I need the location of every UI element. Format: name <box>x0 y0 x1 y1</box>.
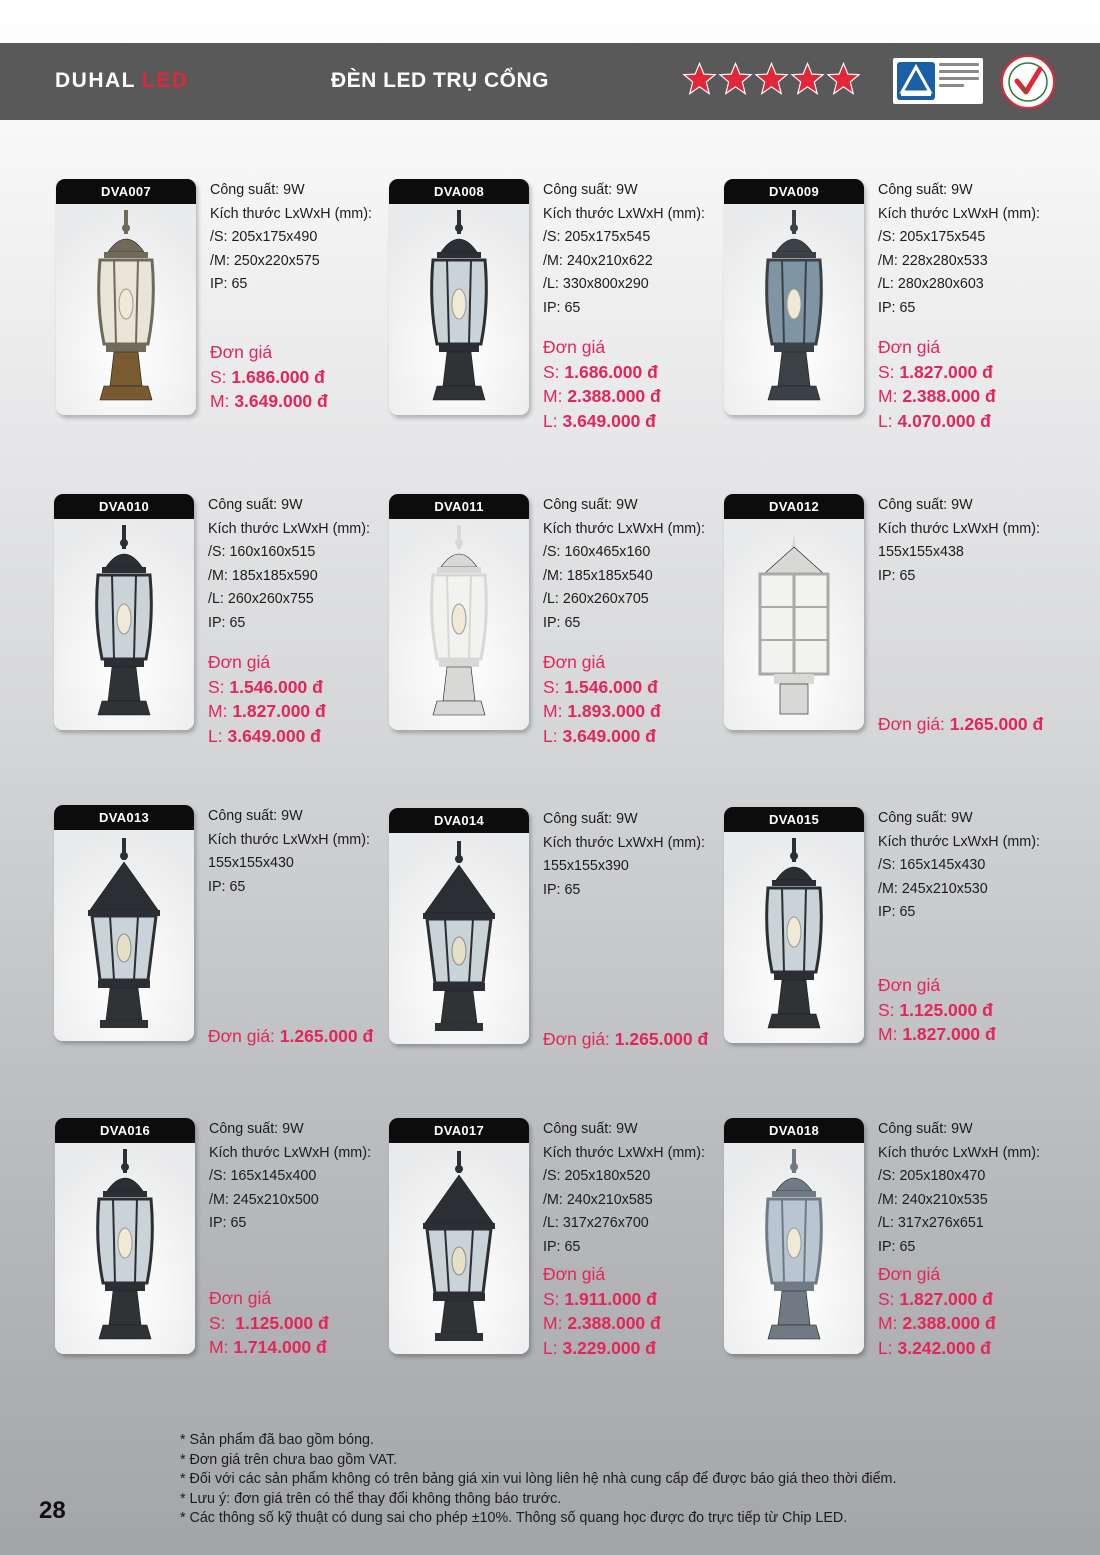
product-specs <box>543 808 743 902</box>
tuv-logo-icon <box>897 62 935 100</box>
product-card <box>54 494 394 746</box>
price-block <box>208 1024 373 1049</box>
size-value: /L: 260x260x705 <box>543 591 649 608</box>
price-size-prefix: M: <box>543 386 568 406</box>
price-value: 1.827.000 đ <box>899 1288 993 1309</box>
price-value: 3.649.000 đ <box>562 410 656 431</box>
product-specs <box>543 179 743 321</box>
price-value: 2.388.000 đ <box>902 386 996 406</box>
size-value: /M: 185x185x540 <box>543 567 653 584</box>
size-value: /S: 165x145x430 <box>878 857 986 874</box>
price-value: 1.546.000 đ <box>229 676 323 697</box>
size-label: Kích thước LxWxH (mm): <box>878 205 1040 222</box>
ip-rating: IP: 65 <box>543 881 581 898</box>
size-value: /L: 280x280x603 <box>878 276 984 293</box>
price-size-prefix: S: <box>210 366 232 387</box>
hang-viet-nam-chat-luong-cao-badge <box>1000 54 1056 110</box>
power-spec: Công suất: 9W <box>543 497 638 513</box>
price-label: Đơn giá: <box>878 714 950 734</box>
price-label: Đơn giá <box>878 975 941 995</box>
size-value: /M: 245x210x530 <box>878 880 988 897</box>
price-label: Đơn giá: <box>208 1026 280 1046</box>
size-value: /M: 228x280x533 <box>878 252 988 269</box>
ip-rating: IP: 65 <box>210 276 248 293</box>
size-label: Kích thước LxWxH (mm): <box>543 520 705 537</box>
size-value: /M: 185x185x590 <box>208 567 318 584</box>
product-card <box>724 807 1064 1052</box>
price-size-prefix: S: <box>543 1288 565 1309</box>
product-card <box>389 494 729 746</box>
lamp-image-icon <box>54 519 194 730</box>
star-icon <box>754 61 789 97</box>
page-title: ĐÈN LED TRỤ CỔNG <box>331 69 549 92</box>
price-size-prefix: L: <box>208 725 228 746</box>
lamp-image-icon <box>389 519 529 730</box>
product-card <box>389 808 729 1053</box>
power-spec: Công suất: 9W <box>543 182 638 198</box>
price-size-prefix: S: <box>209 1312 236 1333</box>
price-label: Đơn giá <box>210 342 273 362</box>
ip-rating: IP: 65 <box>878 1238 916 1255</box>
price-value: 1.714.000 đ <box>233 1337 327 1357</box>
price-size-prefix: M: <box>543 1313 568 1333</box>
price-value: 1.911.000 đ <box>564 1288 657 1309</box>
footnotes <box>180 1431 896 1529</box>
ip-rating: IP: 65 <box>209 1215 247 1232</box>
product-specs <box>878 1118 1078 1260</box>
product-code: DVA014 <box>389 808 529 833</box>
price-label: Đơn giá <box>209 1288 272 1308</box>
brand-logo <box>55 69 189 93</box>
product-specs <box>208 494 408 636</box>
price-value: 1.827.000 đ <box>899 361 993 382</box>
product-specs <box>878 807 1078 925</box>
lamp-image-icon <box>56 204 196 415</box>
price-value: 1.265.000 đ <box>279 1026 374 1046</box>
price-value: 3.229.000 đ <box>562 1337 656 1358</box>
size-value: 155x155x390 <box>543 858 629 875</box>
rating-stars <box>682 61 861 97</box>
price-value: 2.388.000 đ <box>567 386 661 406</box>
star-icon <box>790 61 825 97</box>
tuv-text-lines <box>939 63 979 91</box>
product-specs <box>878 179 1078 321</box>
note-line: * Các thông số kỹ thuật có dung sai cho phép ±10%. Thông số quang học được đo trực tiếp từ Chip LED. <box>180 1510 848 1527</box>
price-size-prefix: S: <box>878 361 900 382</box>
product-photo <box>724 494 864 730</box>
ip-rating: IP: 65 <box>543 299 581 316</box>
product-photo <box>389 1118 529 1354</box>
size-label: Kích thước LxWxH (mm): <box>878 1144 1040 1161</box>
product-photo <box>389 494 529 730</box>
price-size-prefix: M: <box>878 386 903 406</box>
price-size-prefix: S: <box>878 1288 900 1309</box>
price-block <box>543 1027 708 1052</box>
price-block <box>543 335 661 433</box>
price-label: Đơn giá <box>878 1264 941 1284</box>
size-value: /M: 250x220x575 <box>210 252 320 269</box>
size-value: /S: 160x160x515 <box>208 544 316 561</box>
power-spec: Công suất: 9W <box>209 1121 304 1137</box>
price-size-prefix: L: <box>878 1337 898 1358</box>
price-value: 1.827.000 đ <box>232 701 326 721</box>
product-code: DVA017 <box>389 1118 529 1143</box>
size-value: /S: 205x180x470 <box>878 1168 986 1185</box>
product-photo <box>389 179 529 415</box>
product-photo <box>55 1118 195 1354</box>
power-spec: Công suất: 9W <box>208 497 303 513</box>
product-code: DVA010 <box>54 494 194 519</box>
size-value: /S: 205x180x520 <box>543 1168 651 1185</box>
product-photo <box>724 179 864 415</box>
size-value: /L: 317x276x651 <box>878 1215 984 1232</box>
lamp-image-icon <box>724 832 864 1043</box>
size-value: 155x155x430 <box>208 855 294 872</box>
price-size-prefix: S: <box>543 676 565 697</box>
price-block <box>878 335 996 433</box>
price-value: 1.125.000 đ <box>235 1312 329 1333</box>
power-spec: Công suất: 9W <box>543 1121 638 1137</box>
price-size-prefix: M: <box>543 701 568 721</box>
product-card <box>724 494 1064 739</box>
lamp-image-icon <box>724 519 864 730</box>
ip-rating: IP: 65 <box>208 614 246 631</box>
brand-main: DUHAL <box>55 69 136 92</box>
size-value: /L: 260x260x755 <box>208 591 314 608</box>
ip-rating: IP: 65 <box>208 878 246 895</box>
product-code: DVA008 <box>389 179 529 204</box>
lamp-image-icon <box>54 830 194 1041</box>
product-code: DVA013 <box>54 805 194 830</box>
price-value: 3.649.000 đ <box>227 725 321 746</box>
note-line: * Lưu ý: đơn giá trên có thể thay đổi không thông báo trước. <box>180 1490 562 1507</box>
lamp-image-icon <box>389 204 529 415</box>
price-label: Đơn giá <box>543 337 606 357</box>
product-card <box>724 179 1064 431</box>
price-value: 3.242.000 đ <box>897 1337 991 1358</box>
size-value: /L: 317x276x700 <box>543 1215 649 1232</box>
lamp-image-icon <box>389 833 529 1044</box>
price-label: Đơn giá <box>543 1264 606 1284</box>
price-label: Đơn giá: <box>543 1029 615 1049</box>
price-block <box>210 340 328 414</box>
size-value: /S: 160x465x160 <box>543 544 651 561</box>
size-value: /M: 240x210x622 <box>543 252 653 269</box>
ip-rating: IP: 65 <box>878 299 916 316</box>
price-block <box>208 650 326 748</box>
brand-accent: LED <box>142 69 189 92</box>
price-block <box>878 973 996 1047</box>
product-specs <box>543 1118 743 1260</box>
price-value: 1.265.000 đ <box>614 1029 709 1049</box>
price-block <box>878 712 1043 737</box>
price-block <box>543 1262 661 1360</box>
price-size-prefix: M: <box>209 1337 234 1357</box>
product-card <box>389 179 729 431</box>
price-block <box>209 1286 329 1360</box>
product-code: DVA016 <box>55 1118 195 1143</box>
product-card <box>389 1118 729 1363</box>
price-value: 3.649.000 đ <box>562 725 656 746</box>
price-value: 1.546.000 đ <box>564 676 658 697</box>
price-value: 1.686.000 đ <box>231 366 325 387</box>
lamp-image-icon <box>389 1143 529 1354</box>
power-spec: Công suất: 9W <box>208 808 303 824</box>
product-specs <box>208 805 408 899</box>
price-size-prefix: M: <box>878 1024 903 1044</box>
price-size-prefix: L: <box>543 1337 563 1358</box>
star-icon <box>826 61 861 97</box>
product-specs <box>209 1118 409 1236</box>
size-value: /M: 240x210x535 <box>878 1191 988 1208</box>
product-code: DVA012 <box>724 494 864 519</box>
product-code: DVA015 <box>724 807 864 832</box>
price-value: 1.827.000 đ <box>902 1024 996 1044</box>
product-card <box>54 805 394 1050</box>
size-value: /S: 205x175x545 <box>543 229 651 246</box>
price-size-prefix: S: <box>208 676 230 697</box>
price-label: Đơn giá <box>878 337 941 357</box>
power-spec: Công suất: 9W <box>210 182 305 198</box>
price-value: 4.070.000 đ <box>897 410 991 431</box>
size-label: Kích thước LxWxH (mm): <box>543 834 705 851</box>
price-value: 1.893.000 đ <box>567 701 661 721</box>
ip-rating: IP: 65 <box>543 1238 581 1255</box>
price-size-prefix: S: <box>543 361 565 382</box>
price-size-prefix: M: <box>208 701 233 721</box>
price-value: 1.265.000 đ <box>949 714 1044 734</box>
product-photo <box>724 807 864 1043</box>
product-card <box>724 1118 1064 1363</box>
size-value: /S: 205x175x490 <box>210 229 318 246</box>
price-label: Đơn giá <box>543 652 606 672</box>
size-value: /M: 245x210x500 <box>209 1191 319 1208</box>
power-spec: Công suất: 9W <box>543 811 638 827</box>
lamp-image-icon <box>724 204 864 415</box>
size-label: Kích thước LxWxH (mm): <box>208 520 370 537</box>
ip-rating: IP: 65 <box>878 904 916 921</box>
product-specs <box>210 179 410 297</box>
product-card <box>55 1118 395 1363</box>
product-card <box>56 179 396 424</box>
size-label: Kích thước LxWxH (mm): <box>543 205 705 222</box>
product-code: DVA009 <box>724 179 864 204</box>
size-value: 155x155x438 <box>878 544 964 561</box>
price-size-prefix: L: <box>878 410 898 431</box>
power-spec: Công suất: 9W <box>878 1121 973 1137</box>
size-label: Kích thước LxWxH (mm): <box>878 520 1040 537</box>
size-value: /L: 330x800x290 <box>543 276 649 293</box>
page-header <box>0 43 1100 120</box>
size-label: Kích thước LxWxH (mm): <box>209 1144 371 1161</box>
size-value: /S: 205x175x545 <box>878 229 986 246</box>
product-code: DVA011 <box>389 494 529 519</box>
price-block <box>878 1262 996 1360</box>
price-value: 3.649.000 đ <box>234 391 328 411</box>
note-line: * Sản phẩm đã bao gồm bóng. <box>180 1432 374 1448</box>
price-value: 2.388.000 đ <box>567 1313 661 1333</box>
price-size-prefix: M: <box>878 1313 903 1333</box>
product-photo <box>54 494 194 730</box>
size-label: Kích thước LxWxH (mm): <box>543 1144 705 1161</box>
price-block <box>543 650 661 748</box>
lamp-image-icon <box>724 1143 864 1354</box>
power-spec: Công suất: 9W <box>878 810 973 826</box>
price-size-prefix: L: <box>543 410 563 431</box>
star-icon <box>682 61 717 97</box>
product-photo <box>56 179 196 415</box>
size-label: Kích thước LxWxH (mm): <box>878 833 1040 850</box>
product-code: DVA007 <box>56 179 196 204</box>
tuv-certification-badge <box>893 58 983 104</box>
price-value: 2.388.000 đ <box>902 1313 996 1333</box>
lamp-image-icon <box>55 1143 195 1354</box>
product-code: DVA018 <box>724 1118 864 1143</box>
price-size-prefix: L: <box>543 725 563 746</box>
star-icon <box>718 61 753 97</box>
product-photo <box>724 1118 864 1354</box>
price-size-prefix: M: <box>210 391 235 411</box>
price-value: 1.125.000 đ <box>899 999 993 1020</box>
ip-rating: IP: 65 <box>543 614 581 631</box>
note-line: * Đơn giá trên chưa bao gồm VAT. <box>180 1451 398 1468</box>
note-line: * Đối với các sản phẩm không có trên bảng giá xin vui lòng liên hệ nhà cung cấp để được báo giá theo thời điểm. <box>180 1471 897 1488</box>
size-value: /S: 165x145x400 <box>209 1168 317 1185</box>
size-value: /M: 240x210x585 <box>543 1191 653 1208</box>
page-number: 28 <box>39 1497 66 1524</box>
ip-rating: IP: 65 <box>878 567 916 584</box>
price-label: Đơn giá <box>208 652 271 672</box>
price-value: 1.686.000 đ <box>564 361 658 382</box>
power-spec: Công suất: 9W <box>878 497 973 513</box>
product-photo <box>389 808 529 1044</box>
power-spec: Công suất: 9W <box>878 182 973 198</box>
size-label: Kích thước LxWxH (mm): <box>210 205 372 222</box>
product-specs <box>878 494 1078 588</box>
size-label: Kích thước LxWxH (mm): <box>208 831 370 848</box>
product-photo <box>54 805 194 1041</box>
product-specs <box>543 494 743 636</box>
price-size-prefix: S: <box>878 999 900 1020</box>
